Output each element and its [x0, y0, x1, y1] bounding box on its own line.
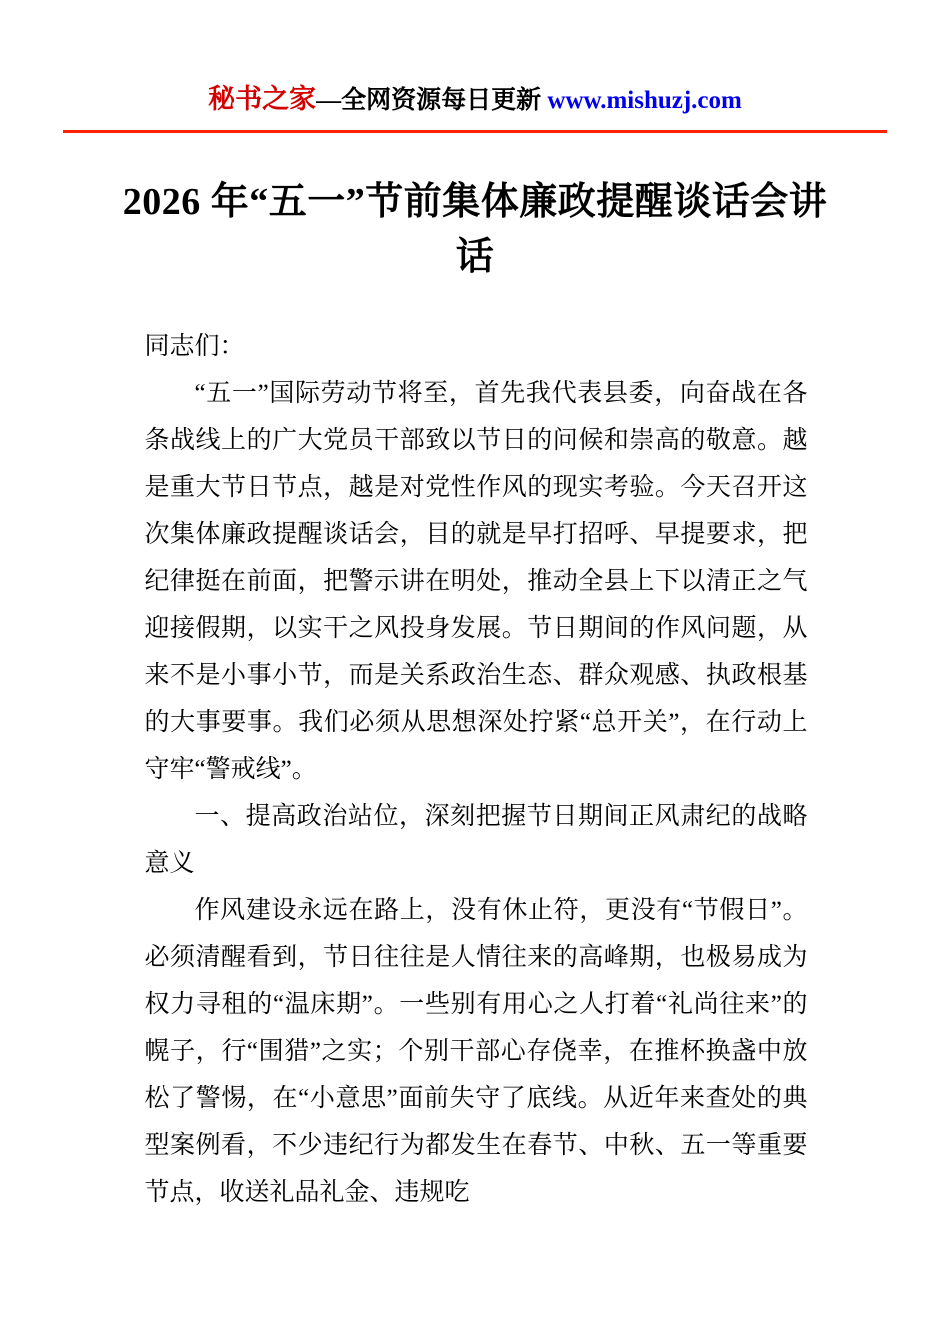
document-title: 2026 年“五一”节前集体廉政提醒谈话会讲话 [122, 180, 828, 278]
salutation: 同志们： [144, 332, 245, 360]
document-body [143, 323, 808, 1216]
header-divider [63, 130, 887, 133]
paragraph-intro: “五一”国际劳动节将至，首先我代表县委，向奋战在各条战线上的广大党员干部致以节日的问候和崇高的敬意。越是重大节日节点，越是对党性作风的现实考验。今天召开这次集体廉政提醒谈话会，目的就是早打招呼、早提要求，把纪律挺在前面，把警示讲在明处，推动全县上下以清正之气迎接假期，以实干之风投身发展。节日期间的作风问题，从来不是小事小节，而是关系政治生态、群众观感、执政根基的大事要事。我们必须从思想深处拧紧“总开关”，在行动上守牢“警戒线”。 [144, 379, 808, 783]
site-header [0, 0, 950, 118]
section-heading-1: 一、提高政治站位，深刻把握节日期间正风肃纪的战略意义 [144, 802, 808, 877]
site-url-link[interactable]: www.mishuzj.com [547, 87, 742, 114]
paragraph-section-1: 作风建设永远在路上，没有休止符，更没有“节假日”。必须清醒看到，节日往往是人情往来的高峰期，也极易成为权力寻租的“温床期”。一些别有用心之人打着“礼尚往来”的幌子，行“围猎”之实；个别干部心存侥幸，在推杯换盏中放松了警惕，在“小意思”面前失守了底线。从近年来查处的典型案例看，不少违纪行为都发生在春节、中秋、五一等重要节点，收送礼品礼金、违规吃 [144, 896, 808, 1206]
header-tagline: —全网资源每日更新 [316, 87, 548, 114]
brand-name: 秘书之家 [208, 84, 317, 114]
